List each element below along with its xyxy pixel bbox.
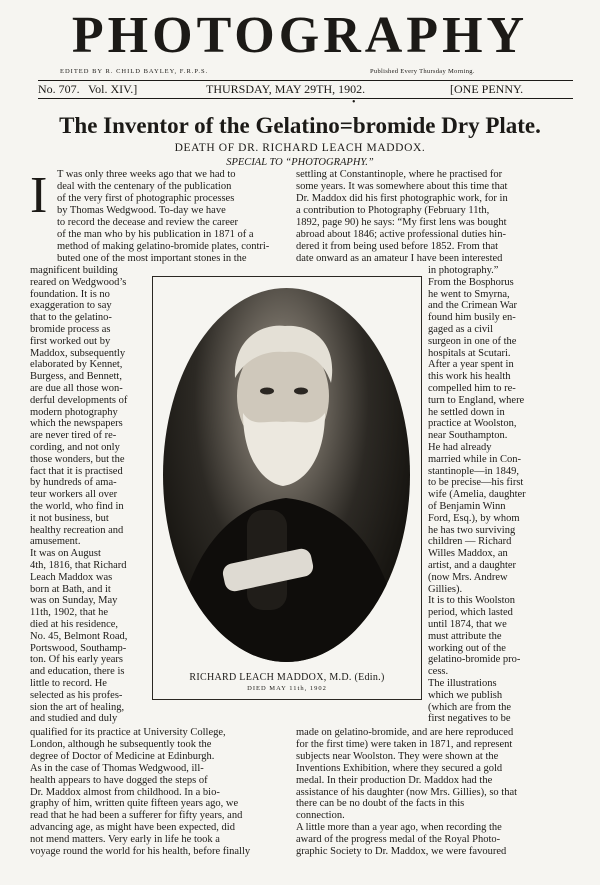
text-line: As in the case of Thomas Wedgwood, ill-	[30, 762, 204, 774]
text-line: Dr. Maddox did his first photographic work, for in	[296, 193, 508, 204]
text-line: derful developments of	[30, 394, 128, 406]
text-line: little to record. He	[30, 678, 107, 689]
text-line: working out of the	[428, 642, 506, 654]
drop-cap: I	[30, 167, 48, 224]
text-line: A little more than a year ago, when recording the	[296, 822, 502, 834]
text-line: first worked out by	[30, 335, 111, 347]
text-line: Maddox, subsequently	[30, 347, 126, 359]
text-line: Leach Maddox was	[30, 571, 113, 583]
portrait-illustration	[163, 288, 410, 662]
text-line: first negatives to be	[428, 713, 511, 725]
portrait-caption: RICHARD LEACH MADDOX, M.D. (Edin.)	[189, 672, 385, 683]
text-line: there can be no doubt of the facts in this	[296, 798, 465, 810]
text-line: He had already	[428, 442, 492, 453]
text-line: date onward as an amateur I have been interested	[296, 253, 503, 264]
text-line: After a year spent in	[428, 359, 514, 371]
text-line: It was on August	[30, 548, 101, 560]
text-line: Inventions Exhibition, where they secured a gold	[296, 762, 503, 774]
text-line: and studied and duly	[30, 713, 118, 725]
text-line: hospitals at Scutari.	[428, 347, 511, 359]
text-line: elaborated by Kennet,	[30, 359, 123, 371]
text-line: compelled him to re-	[428, 383, 516, 394]
text-line: subjects near Woolston. They were shown at the	[296, 750, 499, 762]
text-line: modern photography	[30, 406, 118, 418]
text-line: amusement.	[30, 536, 81, 548]
editor-credit: EDITED BY R. CHILD BAYLEY, F.R.P.S.	[60, 68, 209, 75]
text-line: to record the decease and review the career	[57, 217, 239, 228]
text-line: abroad about 1846; active professional duties hin-	[296, 229, 506, 240]
text-line: healthy recreation and	[30, 524, 124, 536]
text-line: The illustrations	[428, 678, 497, 689]
text-line: From the Bosphorus	[428, 276, 514, 288]
text-line: gaged as a civil	[428, 324, 494, 335]
text-line: exaggeration to say	[30, 300, 112, 312]
text-line: not mend matters. Very early in life he took a	[30, 834, 220, 846]
issue-date: THURSDAY, MAY 29TH, 1902.	[206, 82, 366, 96]
text-line: 1892, page 90) he says: “My first lens was bought	[296, 217, 507, 228]
text-line: It is to this Woolston	[428, 595, 516, 607]
text-line: No. 45, Belmont Road,	[30, 630, 128, 642]
text-line: practice at Woolston,	[428, 418, 517, 430]
text-line: 4th, 1816, that Richard	[30, 560, 127, 571]
text-line: advancing age, as might have been expected, did	[30, 822, 235, 834]
ornament-dot: •	[352, 97, 356, 108]
text-line: magnificent building	[30, 265, 118, 276]
text-line: wife (Amelia, daughter	[428, 489, 526, 501]
article-headline: The Inventor of the Gelatino=bromide Dry Plate.	[59, 113, 541, 138]
text-line: (which are from the	[428, 701, 512, 713]
text-line: graphy of him, written quite fifteen years ago, we	[30, 798, 239, 810]
text-line: qualified for its practice at University College,	[30, 727, 226, 738]
text-line: must attribute the	[428, 630, 502, 642]
text-line: Ford, Esq.), by whom	[428, 512, 520, 524]
issue-info-bar	[38, 80, 573, 98]
masthead-title: PHOTOGRAPHY	[71, 7, 529, 64]
text-line: bromide process as	[30, 324, 111, 335]
text-line: born at Bath, and it	[30, 583, 111, 595]
text-line: Gillies).	[428, 583, 463, 595]
text-line: London, although he subsequently took the	[30, 738, 212, 750]
text-line: settling at Constantinople, where he practised for	[296, 169, 503, 180]
text-line: gelatino-bromide pro-	[428, 654, 521, 666]
text-line: degree of Doctor of Medicine at Edinburgh.	[30, 750, 215, 762]
text-line: by Thomas Wedgwood. To-day we have	[57, 205, 226, 216]
text-line: the world, who find in	[30, 501, 124, 512]
text-line: ton. Of his early years	[30, 654, 124, 666]
text-line: cording, and not only	[30, 442, 120, 453]
issue-number: No. 707.	[38, 82, 80, 96]
text-line: of Benjamin Winn	[428, 501, 506, 512]
text-line: (now Mrs. Andrew	[428, 571, 508, 583]
text-line: which the newspapers	[30, 418, 123, 430]
text-line: this work his health	[428, 371, 511, 383]
text-line: died at his residence,	[30, 619, 119, 630]
text-line: are due all those won-	[30, 383, 123, 394]
publication-schedule: Published Every Thursday Morning.	[370, 68, 475, 75]
text-line: of the very first of photographic processes	[57, 193, 235, 204]
text-line: artist, and a daughter	[428, 560, 517, 571]
text-line: are never tired of re-	[30, 430, 117, 442]
text-line: and education, there is	[30, 666, 125, 678]
text-line: for the first time) were taken in 1871, and represent	[296, 738, 513, 750]
text-line: made on gelatino-bromide, and are here reproduced	[296, 727, 514, 738]
issue-price: [ONE PENNY.	[450, 82, 524, 96]
issue-volume: Vol. XIV.]	[88, 82, 138, 96]
text-line: surgeon in one of the	[428, 335, 517, 347]
text-line: selected as his profes-	[30, 689, 123, 701]
text-line: method of making gelatino-bromide plates, contri-	[57, 241, 270, 252]
text-line: in photography.”	[428, 265, 499, 276]
text-line: deal with the centenary of the publication	[57, 181, 232, 192]
text-line: Willes Maddox, an	[428, 548, 508, 560]
text-line: a contribution to Photography (February 11th,	[296, 205, 490, 216]
text-line: fact that it is practised	[30, 465, 123, 477]
text-line: and the Crimean War	[428, 300, 518, 312]
text-line: children — Richard	[428, 536, 512, 548]
text-line: connection.	[296, 810, 345, 822]
portrait-death-date: DIED MAY 11th, 1902	[247, 685, 327, 692]
text-line: Burgess, and Bennett,	[30, 371, 122, 383]
text-line: it not business, but	[30, 512, 109, 524]
text-line: was on Sunday, May	[30, 595, 118, 607]
text-line: some years. It was somewhere about this time that	[296, 181, 508, 192]
text-line: Dr. Maddox almost from childhood. In a bio-	[30, 786, 220, 798]
text-line: he went to Smyrna,	[428, 288, 510, 300]
text-line: near Southampton.	[428, 430, 508, 442]
text-line: which we publish	[428, 689, 503, 701]
text-line: found him busily en-	[428, 312, 516, 324]
text-line: of the man who by his publication in 1871 of a	[57, 229, 254, 240]
text-line: he settled down in	[428, 406, 505, 418]
portrait-photo	[163, 288, 410, 662]
text-line: that to the gelatino-	[30, 312, 112, 324]
article-byline: SPECIAL TO “PHOTOGRAPHY.”	[226, 157, 374, 168]
text-line: voyage round the world for his health, before finally	[30, 846, 251, 857]
text-line: teur workers all over	[30, 489, 118, 501]
text-line: graphic Society to Dr. Maddox, we were favoured	[296, 846, 507, 857]
text-line: dered it from being used before 1852. From that	[296, 241, 499, 252]
text-line: cess.	[428, 666, 449, 678]
text-line: foundation. It is no	[30, 288, 110, 300]
text-line: 11th, 1902, that he	[30, 607, 109, 619]
text-line: health appears to have dogged the steps of	[30, 774, 208, 786]
text-line: to be precise—his first	[428, 477, 524, 489]
text-line: stantinople—in 1849,	[428, 465, 519, 477]
text-line: medal. In their production Dr. Maddox had the	[296, 774, 493, 786]
text-line: T was only three weeks ago that we had to	[57, 169, 236, 180]
text-line: period, which lasted	[428, 607, 513, 619]
text-line: award of the progress medal of the Royal Photo-	[296, 834, 501, 846]
bottom-rule	[38, 98, 573, 99]
text-line: until 1874, that we	[428, 619, 507, 630]
article-subhead: DEATH OF DR. RICHARD LEACH MADDOX.	[174, 142, 426, 154]
text-line: turn to England, where	[428, 394, 525, 406]
text-line: those wonders, but the	[30, 453, 125, 465]
text-line: he has two surviving	[428, 524, 516, 536]
text-line: married while in Con-	[428, 453, 522, 465]
text-line: assistance of his daughter (now Mrs. Gillies), so that	[296, 786, 518, 798]
text-line: buted one of the most important stones in the	[57, 253, 247, 264]
text-line: by hundreds of ama-	[30, 477, 117, 489]
text-line: sion the art of healing,	[30, 701, 125, 713]
text-line: reared on Wedgwood’s	[30, 276, 127, 288]
text-line: Portswood, Southamp-	[30, 642, 127, 654]
text-line: read that he had been a sufferer for fifty years, and	[30, 810, 243, 822]
